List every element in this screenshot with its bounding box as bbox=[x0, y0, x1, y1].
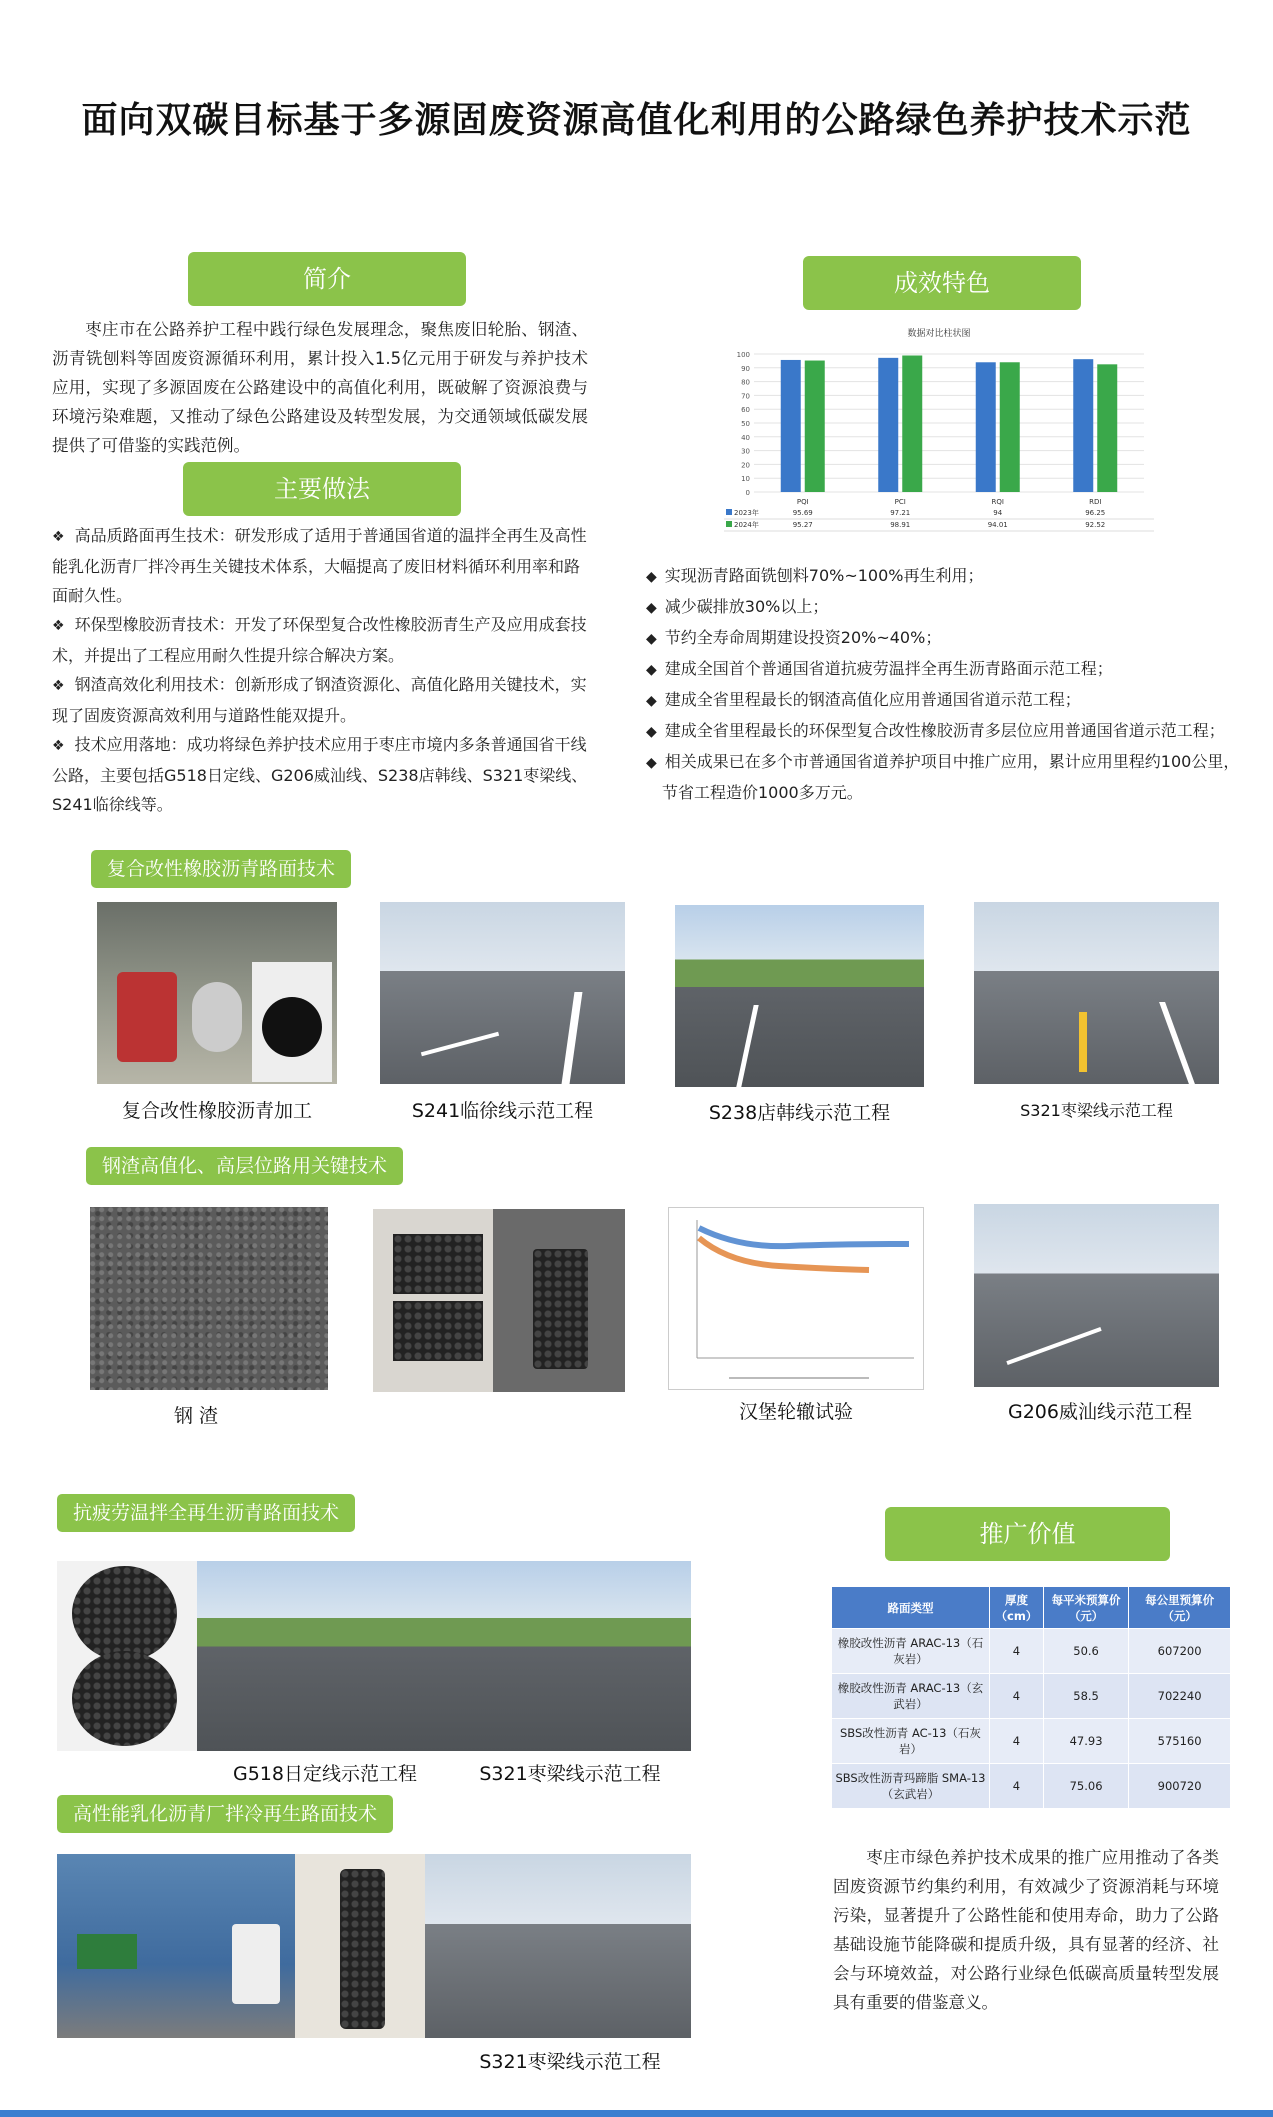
photo-g206 bbox=[974, 1204, 1219, 1387]
table-header: 厚度（cm） bbox=[989, 1587, 1043, 1629]
table-row bbox=[832, 1629, 1231, 1674]
x-tick-label: RDI bbox=[1089, 498, 1102, 506]
bottom-border bbox=[0, 2110, 1273, 2117]
photo-cold-plant bbox=[57, 1854, 295, 2038]
section-tag-cold: 高性能乳化沥青厂拌冷再生路面技术 bbox=[57, 1795, 393, 1833]
chart-title: 数据对比柱状图 bbox=[907, 329, 971, 339]
table-cell: 4 bbox=[989, 1764, 1043, 1809]
methods-item: ❖ 技术应用落地：成功将绿色养护技术应用于枣庄市境内多条普通国省干线公路，主要包括G518日定线、G206威汕线、S238店韩线、S321枣梁线、S241临徐线等。 bbox=[52, 735, 588, 814]
table-cell: 4 bbox=[989, 1629, 1043, 1674]
caption-s238: S238店韩线示范工程 bbox=[708, 1102, 891, 1124]
results-item: ◆ 建成全省里程最长的环保型复合改性橡胶沥青多层位应用普通国省道示范工程； bbox=[646, 721, 1225, 740]
section-tag-slag: 钢渣高值化、高层位路用关键技术 bbox=[86, 1147, 403, 1185]
photo-steel-slag bbox=[90, 1207, 328, 1390]
table-cell: 702240 bbox=[1129, 1674, 1231, 1719]
photo-s321-warm bbox=[441, 1561, 691, 1751]
table-header: 每公里预算价（元） bbox=[1129, 1587, 1231, 1629]
caption-s321-warm: S321枣梁线示范工程 bbox=[479, 1763, 661, 1785]
intro-heading: 简介 bbox=[188, 252, 466, 306]
photo-s321-rubber bbox=[974, 902, 1219, 1084]
methods-item: ❖ 环保型橡胶沥青技术：开发了环保型复合改性橡胶沥青生产及应用成套技术，并提出了工程应用耐久性提升综合解决方案。 bbox=[52, 615, 587, 665]
table-cell: 橡胶改性沥青 ARAC-13（石灰岩） bbox=[832, 1629, 990, 1674]
table-cell: 4 bbox=[989, 1674, 1043, 1719]
results-item: ◆ 建成全国首个普通国省道抗疲劳温拌全再生沥青路面示范工程； bbox=[646, 659, 1113, 678]
caption-s321-rubber: S321枣梁线示范工程 bbox=[1020, 1101, 1173, 1120]
caption-g518: G518日定线示范工程 bbox=[233, 1763, 417, 1785]
data-table-value: 94.01 bbox=[987, 521, 1008, 529]
data-table-value: 92.52 bbox=[1085, 521, 1106, 529]
table-row bbox=[832, 1764, 1231, 1809]
y-tick-label: 50 bbox=[741, 420, 750, 428]
caption-s241: S241临徐线示范工程 bbox=[411, 1100, 594, 1122]
photo-s241 bbox=[380, 902, 625, 1084]
results-item: ◆ 节约全寿命周期建设投资20%~40%； bbox=[646, 628, 942, 647]
y-tick-label: 70 bbox=[741, 392, 750, 401]
price-table-header-row bbox=[832, 1587, 1231, 1629]
bar-pqi-1 bbox=[805, 361, 825, 492]
methods-list bbox=[52, 521, 592, 819]
data-table-value: 97.21 bbox=[890, 509, 911, 517]
y-tick-label: 40 bbox=[741, 433, 750, 442]
bar-pci-0 bbox=[878, 358, 898, 492]
results-item: ◆ 建成全省里程最长的钢渣高值化应用普通国省道示范工程； bbox=[646, 690, 1081, 709]
table-cell: SBS改性沥青 AC-13（石灰岩） bbox=[832, 1719, 990, 1764]
data-table-value: 94 bbox=[993, 509, 1003, 517]
bar-pci-1 bbox=[902, 356, 922, 492]
photo-s238 bbox=[675, 905, 924, 1087]
section-tag-rubber: 复合改性橡胶沥青路面技术 bbox=[91, 850, 351, 888]
legend-swatch bbox=[726, 509, 732, 515]
y-tick-label: 90 bbox=[741, 364, 750, 373]
legend-swatch bbox=[726, 521, 732, 527]
promotion-text: 枣庄市绿色养护技术成果的推广应用推动了各类固废资源节约集约利用，有效减少了资源消耗与环境污染，显著提升了公路性能和使用寿命，助力了公路基础设施节能降碳和提质升级，具有显著的经济、社会与环境效益，对公路行业绿色低碳高质量转型发展具有重要的借鉴意义。 bbox=[833, 1848, 1219, 2012]
results-heading: 成效特色 bbox=[803, 256, 1081, 310]
photo-hamburg-test-chart bbox=[668, 1207, 924, 1390]
methods-heading: 主要做法 bbox=[183, 462, 461, 516]
caption-hamburg-test: 汉堡轮辙试验 bbox=[738, 1401, 853, 1423]
caption-g206: G206威汕线示范工程 bbox=[1008, 1401, 1192, 1423]
photo-warm-cores bbox=[57, 1561, 197, 1751]
table-cell: 58.5 bbox=[1043, 1674, 1128, 1719]
bar-pqi-0 bbox=[781, 360, 801, 492]
results-item: ◆ 减少碳排放30%以上； bbox=[646, 597, 829, 616]
bar-rqi-1 bbox=[1000, 362, 1020, 492]
photo-rubber-processing bbox=[97, 902, 337, 1084]
table-header: 每平米预算价（元） bbox=[1043, 1587, 1128, 1629]
x-tick-label: PQI bbox=[796, 498, 809, 506]
photo-s321-cold bbox=[425, 1854, 691, 2038]
table-header: 路面类型 bbox=[832, 1587, 990, 1629]
y-tick-label: 100 bbox=[736, 351, 750, 359]
page-title: 面向双碳目标基于多源固废资源高值化利用的公路绿色养护技术示范 bbox=[81, 100, 1192, 141]
bar-rdi-0 bbox=[1073, 359, 1093, 492]
results-item: ◆ 实现沥青路面铣刨料70%~100%再生利用； bbox=[646, 566, 984, 585]
y-tick-label: 30 bbox=[741, 447, 750, 456]
bar-rdi-1 bbox=[1097, 364, 1117, 492]
caption-rubber-processing: 复合改性橡胶沥青加工 bbox=[121, 1100, 312, 1122]
table-cell: 75.06 bbox=[1043, 1764, 1128, 1809]
results-item: ◆ 相关成果已在多个市普通国省道养护项目中推广应用，累计应用里程约100公里，节省工程造价1000多万元。 bbox=[646, 752, 1240, 802]
table-cell: 50.6 bbox=[1043, 1629, 1128, 1674]
table-row bbox=[832, 1719, 1231, 1764]
promotion-heading: 推广价值 bbox=[885, 1507, 1170, 1561]
y-tick-label: 10 bbox=[741, 475, 750, 484]
data-table-value: 96.25 bbox=[1085, 509, 1106, 517]
caption-s321-cold: S321枣梁线示范工程 bbox=[479, 2051, 661, 2073]
table-cell: 4 bbox=[989, 1719, 1043, 1764]
bar-rqi-0 bbox=[976, 362, 996, 492]
x-tick-label: PCI bbox=[894, 498, 906, 506]
table-cell: SBS改性沥青玛蹄脂 SMA-13（玄武岩） bbox=[832, 1764, 990, 1809]
methods-item: ❖ 高品质路面再生技术：研发形成了适用于普通国省道的温拌全再生及高性能乳化沥青厂拌冷再生关键技术体系，大幅提高了废旧材料循环利用率和路面耐久性。 bbox=[52, 526, 587, 605]
data-table-value: 95.27 bbox=[792, 521, 813, 529]
chart-svg bbox=[724, 322, 1154, 534]
photo-slag-samples bbox=[373, 1209, 625, 1392]
table-cell: 607200 bbox=[1129, 1629, 1231, 1674]
results-list bbox=[646, 561, 1250, 807]
photo-cold-core bbox=[295, 1854, 425, 2038]
legend-label: 2024年 bbox=[734, 521, 759, 529]
table-cell: 575160 bbox=[1129, 1719, 1231, 1764]
price-table bbox=[831, 1586, 1231, 1809]
table-cell: 47.93 bbox=[1043, 1719, 1128, 1764]
intro-text: 枣庄市在公路养护工程中践行绿色发展理念，聚焦废旧轮胎、钢渣、沥青铣刨料等固废资源循环利用，累计投入1.5亿元用于研发与养护技术应用，实现了多源固废在公路建设中的高值化利用，既破解了资源浪费与环境污染难题，又推动了绿色公路建设及转型发展，为交通领域低碳发展提供了可借鉴的实践范例。 bbox=[52, 320, 588, 455]
table-cell: 橡胶改性沥青 ARAC-13（玄武岩） bbox=[832, 1674, 990, 1719]
caption-steel-slag: 钢 渣 bbox=[173, 1405, 219, 1427]
legend-label: 2023年 bbox=[734, 509, 759, 517]
data-table-value: 95.69 bbox=[792, 509, 813, 517]
y-tick-label: 80 bbox=[741, 378, 750, 387]
y-tick-label: 60 bbox=[741, 406, 750, 415]
photo-g518 bbox=[197, 1561, 441, 1751]
x-tick-label: RQI bbox=[991, 498, 1004, 506]
methods-item: ❖ 钢渣高效化利用技术：创新形成了钢渣资源化、高值化路用关键技术，实现了固废资源高效利用与道路性能双提升。 bbox=[52, 675, 587, 725]
data-table-value: 98.91 bbox=[890, 521, 911, 529]
y-tick-label: 0 bbox=[745, 489, 750, 497]
bar-chart bbox=[724, 322, 1154, 534]
table-cell: 900720 bbox=[1129, 1764, 1231, 1809]
table-row bbox=[832, 1674, 1231, 1719]
y-tick-label: 20 bbox=[741, 461, 750, 470]
section-tag-warm: 抗疲劳温拌全再生沥青路面技术 bbox=[57, 1494, 355, 1532]
